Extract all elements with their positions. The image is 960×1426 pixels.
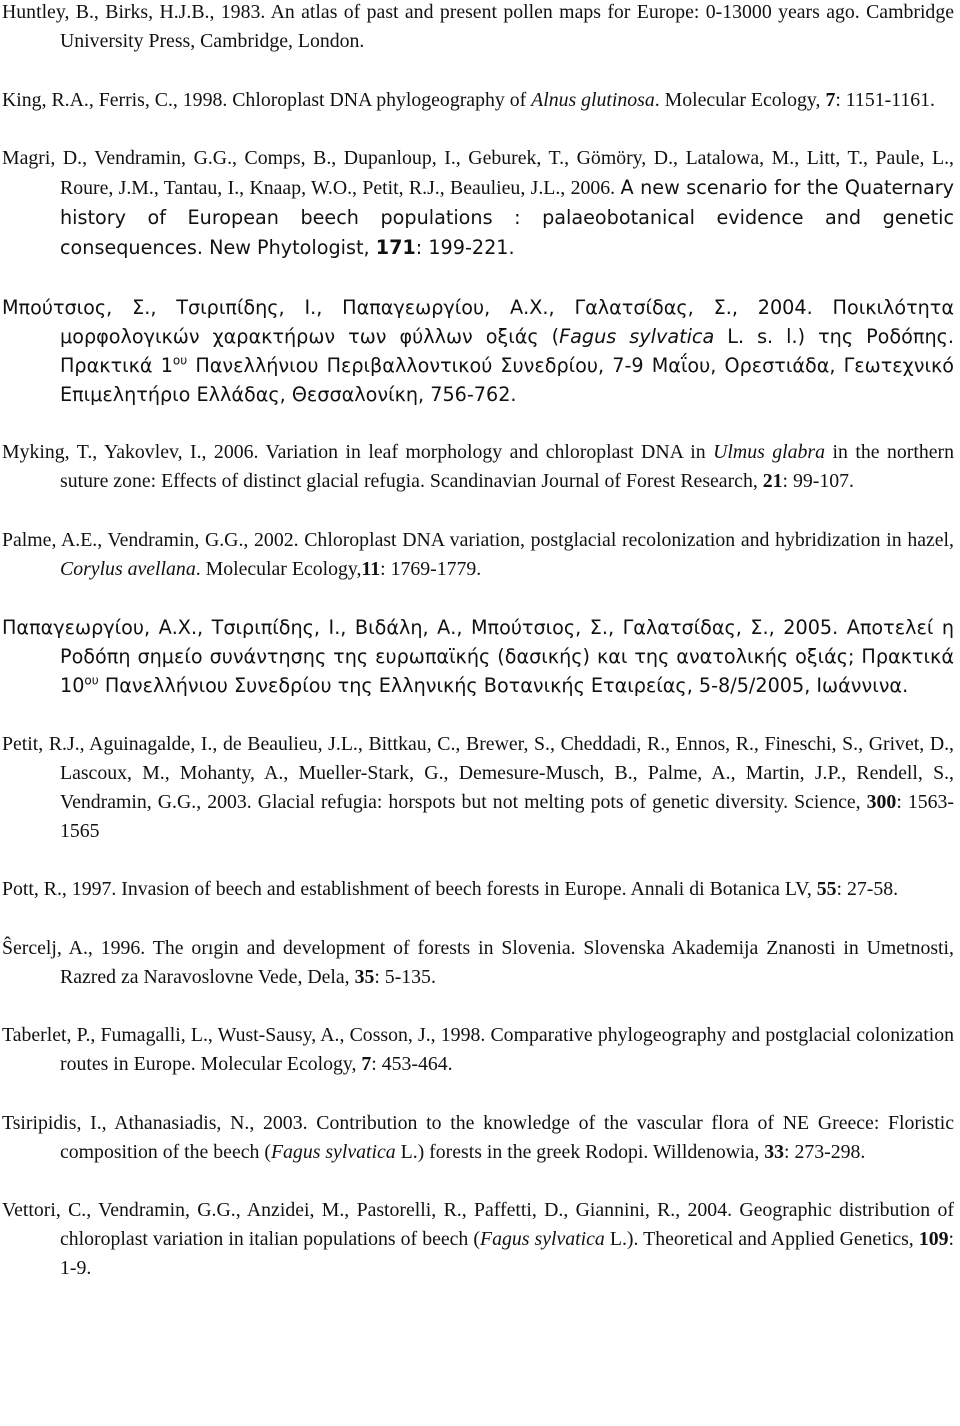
reference-text: Παπαγεωργίου, Α.Χ., Τσιριπίδης, Ι., Βιδάλη, Α., Μπούτσιος, Σ., Γαλατσίδας, Σ., 2005. Αποτελεί η Ροδόπη σημείο συνάντησης της ευρωπαϊκής (δασικής) και της ανατολικής οξιάς; Πρακτικά 10 xyxy=(2,616,954,697)
species-name: Fagus sylvatica xyxy=(559,324,715,348)
ordinal-superscript: ου xyxy=(172,353,188,368)
reference-text: . Molecular Ecology, xyxy=(654,88,826,111)
reference-pages: : 273-298. xyxy=(784,1140,866,1163)
volume-number: 55 xyxy=(816,878,837,900)
reference-text: Palme, A.E., Vendramin, G.G., 2002. Chloroplast DNA variation, postglacial recolonization and hybridization in hazel, xyxy=(2,528,954,551)
reference-magri-2006 xyxy=(2,144,954,263)
reference-huntley-1983 xyxy=(2,0,954,56)
reference-pott-1997 xyxy=(2,875,954,904)
reference-text: L. s. l.) της Ροδόπης. Πρακτικά 1 xyxy=(60,324,954,377)
reference-taberlet-1998 xyxy=(2,1021,954,1079)
reference-pages: : 1563-1565 xyxy=(60,790,954,842)
reference-text: Μπούτσιος, Σ., Τσιριπίδης, Ι., Παπαγεωργίου, Α.Χ., Γαλατσίδας, Σ., 2004. Ποικιλότητα μορφολογικών χαρακτήρων των φύλλων οξιάς ( xyxy=(2,295,954,348)
volume-number: 7 xyxy=(361,1053,372,1075)
reference-text: King, R.A., Ferris, C., 1998. Chloroplast DNA phylogeography of xyxy=(2,88,532,111)
ordinal-superscript: ου xyxy=(84,673,99,688)
reference-text: Taberlet, P., Fumagalli, L., Wust-Sausy, A., Cosson, J., 1998. Comparative phylogeography and postglacial colonization routes in Europe. Molecular Ecology, xyxy=(2,1024,954,1075)
reference-text: Ŝercelj, A., 1996. The orıgin and development of forests in Slovenia. Slovenska Akademija Znanosti in Umetnosti, Razred za Naravoslovne Vede, Dela, xyxy=(2,936,954,988)
reference-text: L.) forests in the greek Rodopi. Willdenowia, xyxy=(395,1140,765,1163)
reference-pages: : 27-58. xyxy=(836,878,899,900)
reference-pages: : 5-135. xyxy=(374,965,436,988)
reference-text: Πανελλήνιου Περιβαλλοντικού Συνεδρίου, 7-9 Μαΐου, Ορεστιάδα, Γεωτεχνικό Επιμελητήριο Ελλάδας, Θεσσαλονίκη, 756-762. xyxy=(60,353,955,406)
reference-pages: : 1151-1161. xyxy=(835,88,935,111)
volume-number: 7 xyxy=(825,88,836,111)
species-name: Corylus avellana xyxy=(60,557,196,580)
species-name: Alnus glutinosa xyxy=(531,88,655,111)
reference-petit-2003 xyxy=(2,730,954,846)
volume-number: 33 xyxy=(764,1140,785,1163)
volume-number: 171 xyxy=(375,236,416,259)
reference-tsiripidis-2003 xyxy=(2,1109,954,1167)
reference-title: A new scenario for the Quaternary history of European beech populations : palaeobotanical evidence and genetic consequences. New Phytologist, xyxy=(60,176,954,259)
reference-pages: : 453-464. xyxy=(371,1053,453,1075)
reference-text: Vettori, C., Vendramin, G.G., Anzidei, M., Pastorelli, R., Paffetti, D., Giannini, R., 2004. Geographic distribution of chloroplast variation in italian populations of beech ( xyxy=(2,1199,954,1250)
reference-king-1998 xyxy=(2,86,954,115)
reference-text: Huntley, B., Birks, H.J.B., 1983. An atlas of past and present pollen maps for Europe: 0-13000 years ago. Cambridge University Press, Cambridge, London. xyxy=(2,1,954,52)
reference-text: . Molecular Ecology, xyxy=(195,557,362,580)
reference-text: Pott, R., 1997. Invasion of beech and establishment of beech forests in Europe. Annali di Botanica LV, xyxy=(2,878,817,900)
reference-text: Magri, D., Vendramin, G.G., Comps, B., Dupanloup, I., Geburek, T., Gömöry, D., Latalowa, M., Litt, T., Paule, L., Roure, J.M., Tantau, I., Knaap, W.O., Petit, R.J., Beaulieu, J.L., 2006. xyxy=(2,147,954,199)
reference-text: Πανελλήνιου Συνεδρίου της Ελληνικής Βοτανικής Εταιρείας, 5-8/5/2005, Ιωάννινα. xyxy=(98,674,909,697)
species-name: Fagus sylvatica xyxy=(479,1228,605,1250)
reference-vettori-2004 xyxy=(2,1196,954,1283)
volume-number: 11 xyxy=(361,557,381,580)
reference-pages: : 1769-1779. xyxy=(380,557,482,580)
reference-pages: : 1-9. xyxy=(60,1228,954,1279)
volume-number: 300 xyxy=(866,790,897,813)
reference-sercelj-1996 xyxy=(2,934,954,992)
volume-number: 35 xyxy=(354,965,375,988)
reference-text: Myking, T., Yakovlev, I., 2006. Variation in leaf morphology and chloroplast DNA in xyxy=(2,441,714,463)
reference-pages: : 199-221. xyxy=(415,236,515,259)
reference-palme-2002 xyxy=(2,526,954,584)
reference-pages: : 99-107. xyxy=(782,470,854,492)
reference-papageorgiou-2005 xyxy=(2,613,954,700)
species-name: Ulmus glabra xyxy=(713,441,826,463)
reference-text: L.). Theoretical and Applied Genetics, xyxy=(604,1228,919,1250)
species-name: Fagus sylvatica xyxy=(270,1140,396,1163)
reference-boutsios-2004 xyxy=(2,293,954,409)
volume-number: 21 xyxy=(762,470,783,492)
reference-myking-2006 xyxy=(2,438,954,496)
reference-text: Tsiripidis, I., Athanasiadis, N., 2003. Contribution to the knowledge of the vascular flora of NE Greece: Floristic composition of the beech ( xyxy=(2,1111,954,1163)
reference-text: in the northern suture zone: Effects of distinct glacial refugia. Scandinavian Journal of Forest Research, xyxy=(60,441,954,492)
reference-text: Petit, R.J., Aguinagalde, I., de Beaulieu, J.L., Bittkau, C., Brewer, S., Cheddadi, R., Ennos, R., Fineschi, S., Grivet, D., Lascoux, M., Mohanty, A., Mueller-Stark, G., Demesure-Musch, B., Palme, A., Martin, J.P., Rendell, S., Vendramin, G.G., 2003. Glacial refugia: horspots but not melting pots of genetic diversity. Science, xyxy=(2,732,954,813)
volume-number: 109 xyxy=(918,1228,949,1250)
